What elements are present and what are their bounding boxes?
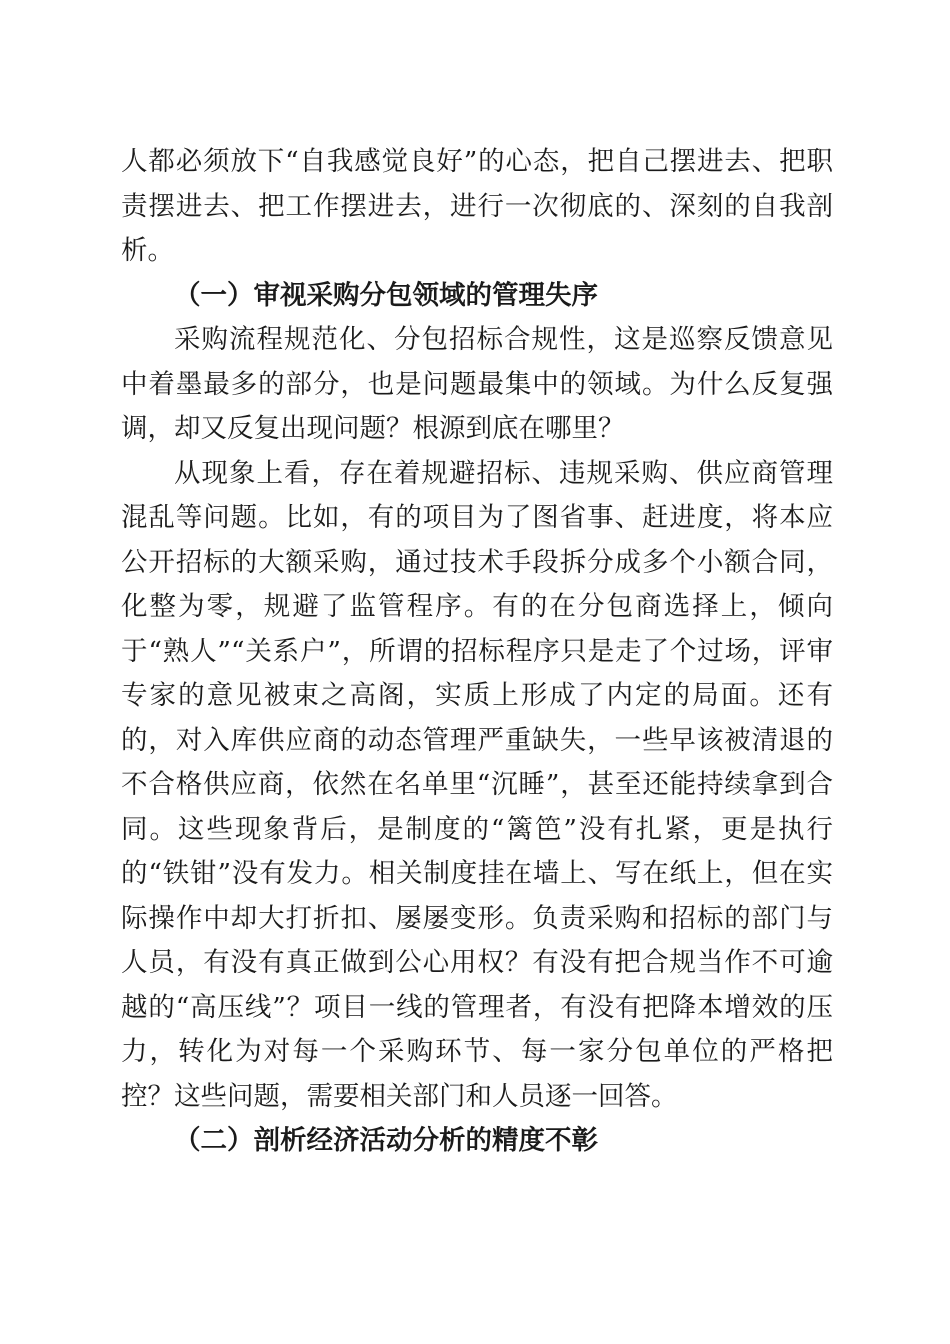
document-body bbox=[121, 140, 833, 1164]
paragraph-continuation: 人都必须放下“自我感觉良好”的心态，把自己摆进去、把职责摆进去、把工作摆进去，进行一次彻底的、深刻的自我剖析。 bbox=[121, 146, 833, 266]
paragraph-analysis: 从现象上看，存在着规避招标、违规采购、供应商管理混乱等问题。比如，有的项目为了图省事、赶进度，将本应公开招标的大额采购，通过技术手段拆分成多个小额合同，化整为零，规避了监管程序。有的在分包商选择上，倾向于“熟人”“关系户”，所谓的招标程序只是走了个过场，评审专家的意见被束之高阁，实质上形成了内定的局面。还有的，对入库供应商的动态管理严重缺失，一些早该被清退的不合格供应商，依然在名单里“沉睡”，甚至还能持续拿到合同。这些现象背后，是制度的“篱笆”没有扎紧，更是执行的“铁钳”没有发力。相关制度挂在墙上、写在纸上，但在实际操作中却大打折扣、屡屡变形。负责采购和招标的部门与人员，有没有真正做到公心用权？有没有把合规当作不可逾越的“高压线”？项目一线的管理者，有没有把降本增效的压力，转化为对每一个采购环节、每一家分包单位的严格把控？这些问题，需要相关部门和人员逐一回答。 bbox=[121, 457, 833, 1112]
paragraph-intro: 采购流程规范化、分包招标合规性，这是巡察反馈意见中着墨最多的部分，也是问题最集中的领域。为什么反复强调，却又反复出现问题？根源到底在哪里？ bbox=[121, 324, 833, 444]
section-heading-two: （二）剖析经济活动分析的精度不彰 bbox=[174, 1125, 598, 1156]
section-heading-one: （一）审视采购分包领域的管理失序 bbox=[174, 279, 598, 311]
